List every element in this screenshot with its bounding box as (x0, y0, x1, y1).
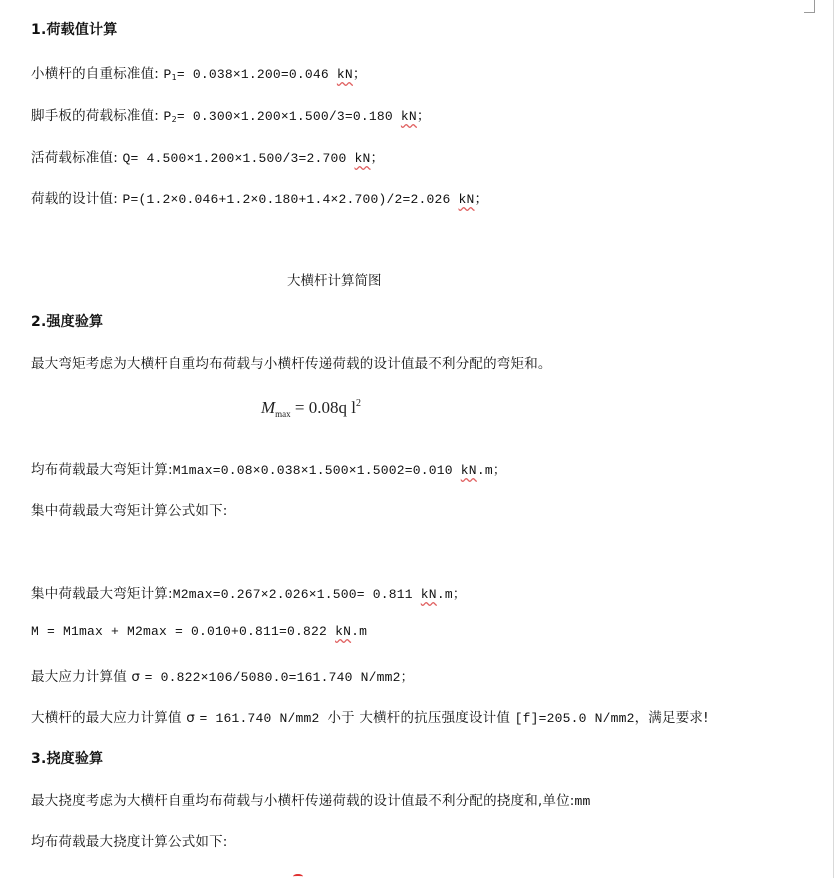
uniform-deflection-formula-label: 均布荷载最大挠度计算公式如下: (31, 834, 228, 850)
max-stress-line (31, 665, 414, 685)
total-moment-line (31, 623, 367, 639)
symbol: P (163, 67, 172, 82)
max-moment-formula (261, 398, 361, 419)
unit: kN (458, 192, 475, 207)
point-moment-formula-label: 集中荷载最大弯矩计算公式如下: (31, 503, 228, 519)
expression: P=(1.2×0.046+1.2×0.180+1.4×2.700)/2=2.026 (122, 192, 459, 207)
subscript: 1 (171, 73, 177, 82)
point-moment-line (31, 582, 466, 602)
label: 活荷载标准值: (31, 150, 123, 166)
intro-text: 最大挠度考虑为大横杆自重均布荷载与小横杆传递荷载的设计值最不利分配的挠度和,单位: (31, 793, 575, 809)
end: ，满足要求! (634, 710, 709, 726)
label: 荷载的设计值: (31, 191, 123, 207)
expression: Q= 4.500×1.200×1.500/3=2.700 (122, 151, 355, 166)
expression-2: [f]=205.0 N/mm2 (514, 711, 635, 726)
crossbar-self-weight-line (31, 62, 367, 82)
formula-lhs: M (261, 398, 276, 417)
formula-superscript: 2 (355, 398, 361, 409)
formula-rhs: = 0.08q l (294, 398, 356, 417)
max-moment-intro: 最大弯矩考虑为大横杆自重均布荷载与小横杆传递荷载的设计值最不利分配的弯矩和。 (31, 356, 552, 372)
label: 脚手板的荷载标准值: (31, 108, 164, 124)
cursor-mark (293, 874, 303, 879)
end: ； (370, 150, 385, 166)
symbol: P (163, 109, 172, 124)
intro-unit: mm (574, 794, 591, 809)
section-3-heading: 3.挠度验算 (31, 751, 104, 767)
expression: M1max=0.08×0.038×1.500×1.5002=0.010 (172, 463, 461, 478)
unit: kN (336, 67, 353, 82)
end: .m (351, 624, 368, 639)
label: 最大应力计算值 σ (31, 669, 145, 685)
end: ； (416, 108, 431, 124)
uniform-moment-line (31, 458, 506, 478)
subscript: 2 (171, 115, 177, 124)
label: 大横杆的最大应力计算值 σ (31, 710, 200, 726)
label: 均布荷载最大弯矩计算: (31, 462, 173, 478)
section-1-heading: 1.荷载值计算 (31, 22, 118, 38)
max-deflection-intro (31, 789, 591, 809)
unit: kN (420, 587, 437, 602)
scaffold-board-load-line (31, 104, 431, 124)
unit: kN (400, 109, 417, 124)
expression: M = M1max + M2max = 0.010+0.811=0.822 (31, 624, 336, 639)
end: .m； (476, 463, 507, 478)
formula-subscript: max (275, 409, 291, 419)
design-load-line (31, 187, 488, 207)
live-load-line (31, 146, 384, 166)
diagram-caption: 大横杆计算简图 (287, 273, 382, 289)
stress-check-line (31, 706, 709, 726)
unit: kN (335, 624, 352, 639)
label: 集中荷载最大弯矩计算: (31, 586, 173, 602)
margin-corner-mark (804, 0, 815, 13)
expression: = 0.300×1.200×1.500/3=0.180 (176, 109, 401, 124)
unit: kN (354, 151, 371, 166)
end: ； (352, 66, 367, 82)
section-2-heading: 2.强度验算 (31, 314, 104, 330)
expression: M2max=0.267×2.026×1.500= 0.811 (172, 587, 421, 602)
label: 小横杆的自重标准值: (31, 66, 164, 82)
expression: = 0.038×1.200=0.046 (176, 67, 337, 82)
middle: 小于 大横杆的抗压强度设计值 (327, 710, 515, 726)
unit: kN (460, 463, 477, 478)
end: .m； (436, 587, 467, 602)
expression: = 161.740 N/mm2 (199, 711, 328, 726)
end: ； (474, 191, 489, 207)
expression: = 0.822×106/5080.0=161.740 N/mm2； (144, 670, 414, 685)
